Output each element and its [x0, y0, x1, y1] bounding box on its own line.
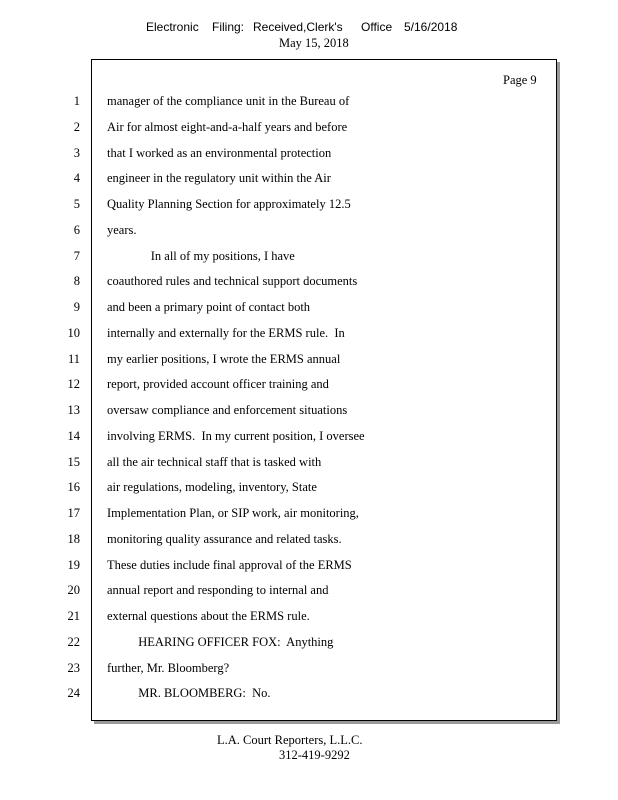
- transcript-line: air regulations, modeling, inventory, State: [107, 480, 317, 494]
- transcript-line: all the air technical staff that is tasked with: [107, 455, 322, 469]
- footer-company: L.A. Court Reporters, L.L.C.: [217, 733, 363, 747]
- line-number: 6: [73, 223, 80, 237]
- transcript-line: coauthored rules and technical support documents: [107, 274, 358, 288]
- line-number: 3: [73, 146, 80, 160]
- line-number: 15: [67, 455, 80, 469]
- transcript-line: that I worked as an environmental protection: [107, 146, 332, 160]
- line-number: 17: [67, 506, 80, 520]
- transcript-line: and been a primary point of contact both: [107, 300, 311, 314]
- line-number: 23: [67, 661, 80, 675]
- filing-stamp: [0, 20, 618, 36]
- transcript-line: monitoring quality assurance and related tasks.: [107, 532, 342, 546]
- transcript-line: Air for almost eight-and-a-half years and before: [107, 120, 348, 134]
- transcript-line: These duties include final approval of the ERMS: [107, 558, 352, 572]
- line-number: 13: [67, 403, 80, 417]
- line-number: 5: [73, 197, 80, 211]
- footer-phone: 312-419-9292: [279, 748, 350, 762]
- transcript-line: further, Mr. Bloomberg?: [107, 661, 230, 675]
- stamp-date: 5/16/2018: [404, 20, 458, 34]
- transcript-line: annual report and responding to internal and: [107, 583, 329, 597]
- line-number: 20: [67, 583, 80, 597]
- transcript-line: oversaw compliance and enforcement situations: [107, 403, 348, 417]
- transcript-line: Quality Planning Section for approximately 12.5: [107, 197, 351, 211]
- line-number: 24: [67, 686, 80, 700]
- page-number: Page 9: [503, 73, 537, 87]
- line-number: 18: [67, 532, 80, 546]
- line-number: 12: [67, 377, 80, 391]
- transcript-line: HEARING OFFICER FOX: Anything: [107, 635, 334, 649]
- transcript-line: MR. BLOOMBERG: No.: [107, 686, 271, 700]
- line-number: 1: [73, 94, 80, 108]
- stamp-filing: Filing:: [212, 20, 245, 34]
- line-number: 22: [67, 635, 80, 649]
- stamp-electronic: Electronic: [146, 20, 199, 34]
- line-number: 11: [67, 352, 80, 366]
- transcript-line: engineer in the regulatory unit within the Air: [107, 171, 331, 185]
- transcript-line: manager of the compliance unit in the Bureau of: [107, 94, 350, 108]
- transcript-line: years.: [107, 223, 137, 237]
- line-number: 4: [73, 171, 80, 185]
- transcript-line: involving ERMS. In my current position, I oversee: [107, 429, 365, 443]
- transcript-line: external questions about the ERMS rule.: [107, 609, 310, 623]
- transcript-line: internally and externally for the ERMS rule. In: [107, 326, 345, 340]
- line-number: 7: [73, 249, 80, 263]
- line-number: 9: [73, 300, 80, 314]
- stamp-office: Office: [361, 20, 393, 34]
- line-number: 16: [67, 480, 80, 494]
- line-number: 14: [67, 429, 80, 443]
- transcript-line: Implementation Plan, or SIP work, air monitoring,: [107, 506, 359, 520]
- transcript-line: In all of my positions, I have: [107, 249, 295, 263]
- stamp-received: Received,Clerk's: [253, 20, 343, 34]
- line-number: 2: [73, 120, 80, 134]
- transcript-date: May 15, 2018: [279, 36, 349, 50]
- line-number: 21: [67, 609, 80, 623]
- line-number: 19: [67, 558, 80, 572]
- transcript-line: my earlier positions, I wrote the ERMS annual: [107, 352, 341, 366]
- line-number: 8: [73, 274, 80, 288]
- transcript-line: report, provided account officer training and: [107, 377, 329, 391]
- line-number: 10: [67, 326, 80, 340]
